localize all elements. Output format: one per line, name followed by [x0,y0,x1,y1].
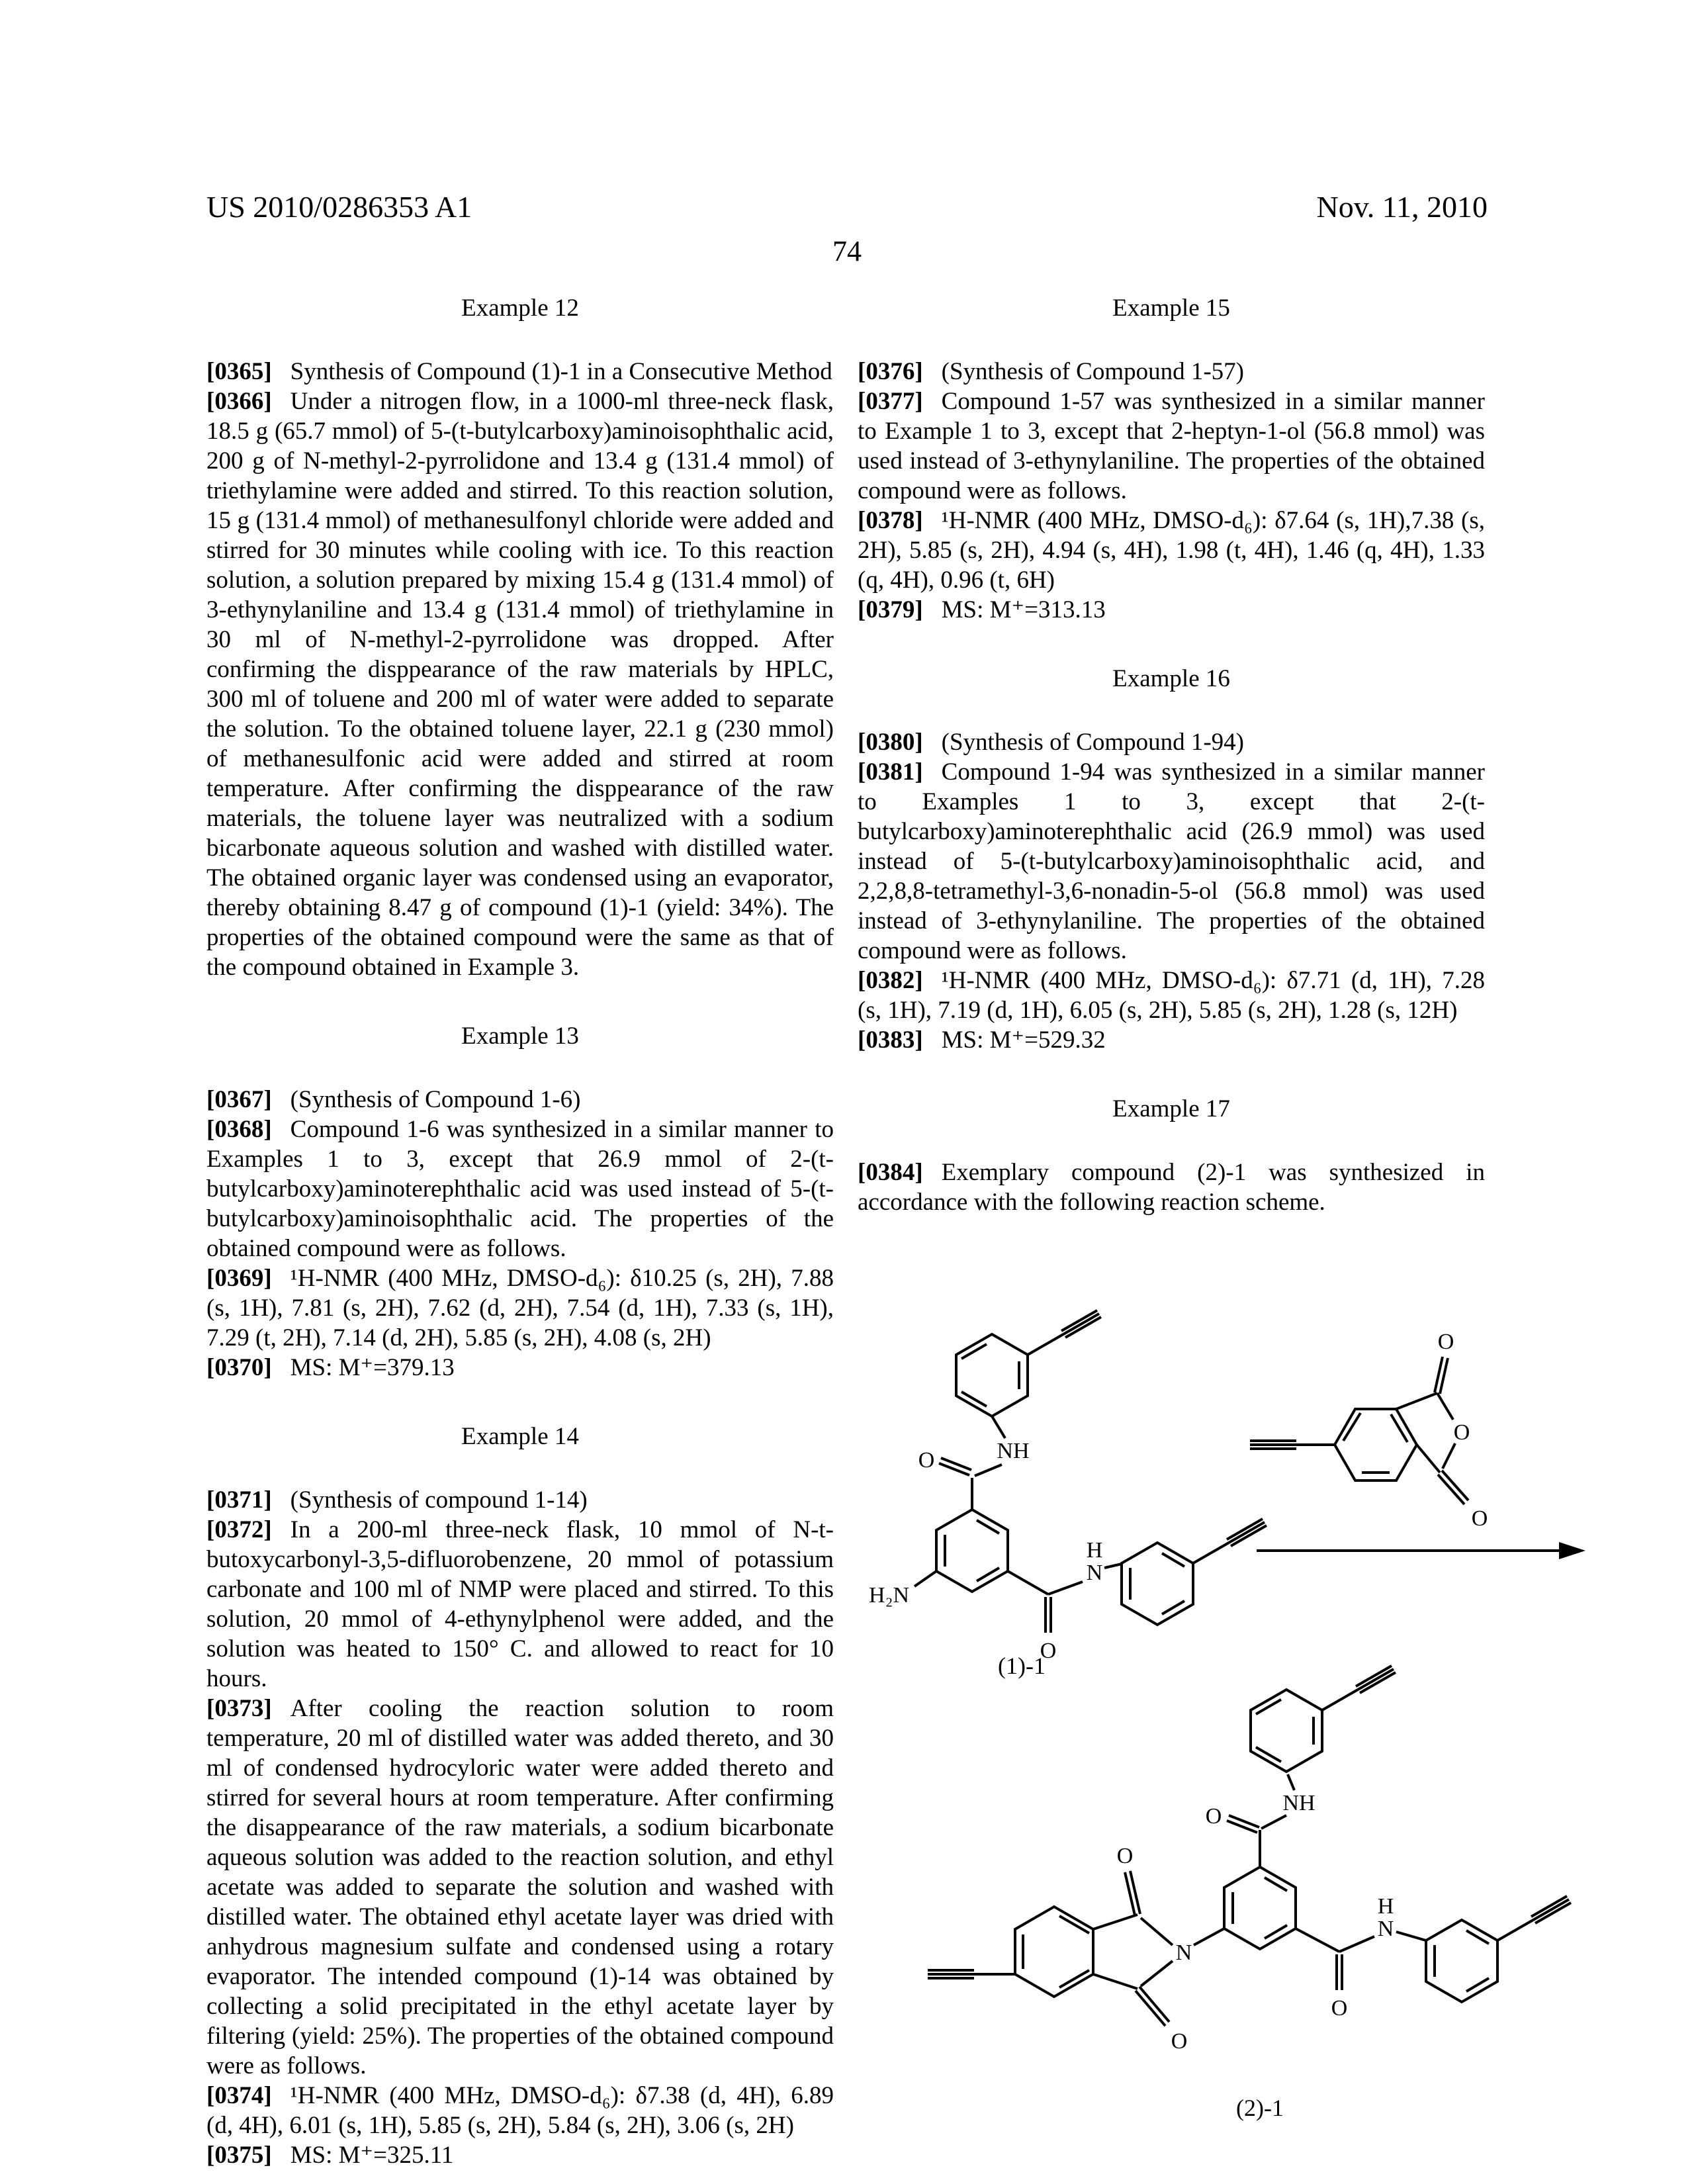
nh-label: NH [1282,1791,1315,1815]
paragraph-number: [0370] [206,1354,272,1381]
heading-example-15: Example 15 [1112,295,1230,322]
para-0380 [858,727,1485,757]
para-0377 [858,387,1485,506]
h-label: H [1086,1538,1103,1563]
benzene-ring [1426,1920,1497,2002]
ethynyl-group [1497,1896,1571,1940]
phthalimide-group [928,1844,1224,2054]
para-0376 [858,357,1485,387]
reaction-scheme [823,1240,1670,2153]
benzene-ring [1251,1690,1322,1772]
left-column [206,285,834,2170]
oxygen-label: O [1040,1639,1057,1663]
oxygen-label: O [1205,1804,1222,1829]
benzene-ring [1224,1867,1296,1949]
paragraph-number: [0366] [206,388,272,415]
paragraph-text: MS: M⁺=313.13 [941,596,1106,623]
para-0372 [206,1515,834,1694]
paragraph-text: Exemplary compound (2)-1 was synthesized in accordance with the following reaction scheme. [858,1159,1485,1216]
paragraph-number: [0373] [206,1695,272,1722]
heading-example-16: Example 16 [1112,665,1230,692]
paragraph-text: Compound 1-57 was synthesized in a similar manner to Example 1 to 3, except that 2-heptyn-1-ol (56.8 mmol) was used instead of 3-ethynylaniline. The properties of the obtained compound were as follows. [858,388,1485,504]
para-0384 [858,1158,1485,1217]
paragraph-text: ¹H-NMR (400 MHz, DMSO-d₆): δ7.64 (s, 1H),7.38 (s, 2H), 5.85 (s, 2H), 4.94 (s, 4H), 1.98 (t, 4H), 1.46 (q, 4H), 1.33 (q, 4H), 0.96 (t, 6H) [858,507,1485,594]
imide-n-label: N [1175,1940,1192,1965]
para-0370 [206,1353,834,1383]
paragraph-text: Compound 1-6 was synthesized in a similar manner to Examples 1 to 3, except that 26.9 mmol of 2-(t-butylcarboxy)aminoterephthalic acid was used instead of 5-(t-butylcarboxy)aminoisophthalic acid. The properties of the obtained compound were as follows. [206,1116,834,1262]
paragraph-number: [0372] [206,1516,272,1543]
paragraph-number: [0374] [206,2082,272,2109]
heading-example-17: Example 17 [1112,1095,1230,1122]
para-0382 [858,966,1485,1025]
paragraph-number: [0383] [858,1026,923,1054]
benzene-ring [1335,1409,1417,1480]
paragraph-text: Synthesis of Compound (1)-1 in a Consecutive Method [290,358,832,385]
para-0381 [858,757,1485,966]
ring-oxygen-label: O [1453,1420,1470,1445]
para-0379 [858,595,1485,625]
para-0365 [206,357,834,387]
heading-example-13: Example 13 [461,1023,579,1050]
page-number: 74 [832,235,862,267]
paragraph-text: MS: M⁺=325.11 [290,2142,454,2169]
paragraph-number: [0380] [858,729,923,756]
para-0368 [206,1115,834,1263]
patent-number: US 2010/0286353 A1 [206,190,472,224]
ethynyl-group [1322,1666,1396,1710]
paragraph-text: Compound 1-94 was synthesized in a similar manner to Examples 1 to 3, except that 2-(t-butylcarboxy)aminoterephthalic acid (26.9 mmol) was used instead of 5-(t-butylcarboxy)aminoisophthalic acid, and 2,2,8,8-tetramethyl-3,6-nonadin-5-ol (56.8 mmol) was used instead of 3-ethynylaniline. The properties of the obtained compound were as follows. [858,758,1485,964]
paragraph-text: (Synthesis of Compound 1-94) [941,729,1245,756]
paragraph-number: [0375] [206,2142,272,2169]
paragraph-number: [0379] [858,596,923,623]
ethynyl-group [1250,1441,1335,1449]
oxygen-label: O [1171,2029,1188,2054]
para-0367 [206,1085,834,1115]
ethynyl-group [1028,1310,1101,1355]
h2n-label: H₂N [869,1583,909,1608]
oxygen-label: O [1331,1996,1348,2021]
paragraph-text: (Synthesis of Compound 1-57) [941,358,1245,385]
para-0366 [206,387,834,982]
right-column [858,285,1488,2153]
para-0378 [858,506,1485,595]
paragraph-number: [0384] [858,1159,923,1186]
nh-label: NH [997,1439,1030,1463]
h-label: H [1377,1894,1394,1919]
structure-compound-2-1 [928,1666,1571,2121]
paragraph-text: (Synthesis of compound 1-14) [290,1486,588,1514]
benzene-ring [1015,1907,1093,1997]
oxygen-label: O [918,1448,935,1473]
publication-date: Nov. 11, 2010 [1316,190,1488,224]
oxygen-label: O [1116,1844,1134,1868]
benzene-ring [936,1510,1008,1592]
oxygen-label: O [1471,1506,1488,1531]
paragraph-text: Under a nitrogen flow, in a 1000-ml three-neck flask, 18.5 g (65.7 mmol) of 5-(t-butylcarboxy)aminoisophthalic acid, 200 g of N-methyl-2-pyrrolidone and 13.4 g (131.4 mmol) of triethylamine were added and stirred. To this reaction solution, 15 g (131.4 mmol) of methanesulfonyl chloride were added and stirred for 30 minutes while cooling with ice. To this reaction solution, a solution prepared by mixing 15.4 g (131.4 mmol) of 3-ethynylaniline and 13.4 g (131.4 mmol) of triethylamine in 30 ml of N-methyl-2-pyrrolidone was dropped. After confirming the disppearance of the raw materials by HPLC, 300 ml of toluene and 200 ml of water were added to separate the solution. To the obtained toluene layer, 22.1 g (230 mmol) of methanesulfonic acid were added and stirred at room temperature. After confirming the disppearance of the raw materials, the toluene layer was neutralized with a sodium bicarbonate aqueous solution and washed with distilled water. The obtained organic layer was condensed using an evaporator, thereby obtaining 8.47 g of compound (1)-1 (yield: 34%). The properties of the obtained compound were the same as that of the compound obtained in Example 3. [206,388,834,981]
paragraph-text: ¹H-NMR (400 MHz, DMSO-d₆): δ7.71 (d, 1H), 7.28 (s, 1H), 7.19 (d, 1H), 6.05 (s, 2H), 5.85 (s, 2H), 1.28 (s, 12H) [858,967,1485,1024]
paragraph-text: ¹H-NMR (400 MHz, DMSO-d₆): δ10.25 (s, 2H), 7.88 (s, 1H), 7.81 (s, 2H), 7.62 (d, 2H), 7.54 (d, 1H), 7.33 (s, 1H), 7.29 (t, 2H), 7.14 (d, 2H), 5.85 (s, 2H), 4.08 (s, 2H) [206,1265,834,1351]
structure-compound-1-1 [869,1310,1267,1679]
paragraph-text: ¹H-NMR (400 MHz, DMSO-d₆): δ7.38 (d, 4H), 6.89 (d, 4H), 6.01 (s, 1H), 5.85 (s, 2H), 5.84 (s, 2H), 3.06 (s, 2H) [206,2082,834,2139]
paragraph-number: [0368] [206,1116,272,1143]
reaction-arrow [1257,1542,1585,1559]
n-label: N [1377,1917,1394,1941]
ethynyl-group [1193,1519,1267,1563]
paragraph-text: MS: M⁺=529.32 [941,1026,1106,1054]
paragraph-text: (Synthesis of Compound 1-6) [290,1086,581,1113]
n-label: N [1086,1561,1103,1585]
para-0373 [206,1694,834,2081]
paragraph-number: [0381] [858,758,923,786]
compound-1-1-label: (1)-1 [998,1653,1046,1679]
benzene-ring [956,1334,1028,1416]
structure-ethynylphthalic-anhydride [1250,1330,1488,1531]
paragraph-text: MS: M⁺=379.13 [290,1354,455,1381]
heading-example-14: Example 14 [461,1423,579,1450]
paragraph-number: [0365] [206,358,272,385]
benzene-ring [1122,1543,1193,1625]
para-0375 [206,2140,834,2170]
para-0383 [858,1025,1485,1055]
paragraph-number: [0377] [858,388,923,415]
paragraph-text: In a 200-ml three-neck flask, 10 mmol of N-t-butoxycarbonyl-3,5-difluorobenzene, 20 mmol of potassium carbonate and 100 ml of NMP were placed and stirred. To this solution, 20 mmol of 4-ethynylphenol were added, and the solution was heated to 150° C. and allowed to react for 10 hours. [206,1516,834,1692]
ethynyl-group [928,1970,1015,1978]
paragraph-number: [0367] [206,1086,272,1113]
para-0371 [206,1485,834,1515]
paragraph-number: [0369] [206,1265,272,1292]
paragraph-text: After cooling the reaction solution to room temperature, 20 ml of distilled water was added thereto, and 30 ml of condensed hydrocyloric water were added thereto and stirred for several hours at room temperature. After confirming the disappearance of the raw materials, a sodium bicarbonate aqueous solution was added to the reaction solution, and ethyl acetate was added to separate the solution and washed with distilled water. The obtained ethyl acetate layer was dried with anhydrous magnesium sulfate and condensed using a rotary evaporator. The intended compound (1)-14 was obtained by collecting a solid precipitated in the ethyl acetate layer by filtering (yield: 25%). The properties of the obtained compound were as follows. [206,1695,834,2079]
paragraph-number: [0376] [858,358,923,385]
heading-example-12: Example 12 [461,295,579,322]
para-0374 [206,2081,834,2140]
compound-2-1-label: (2)-1 [1236,2095,1284,2121]
paragraph-number: [0371] [206,1486,272,1514]
oxygen-label: O [1437,1330,1454,1354]
para-0369 [206,1263,834,1353]
arrowhead [1559,1542,1585,1559]
paragraph-number: [0378] [858,507,923,534]
paragraph-number: [0382] [858,967,923,994]
